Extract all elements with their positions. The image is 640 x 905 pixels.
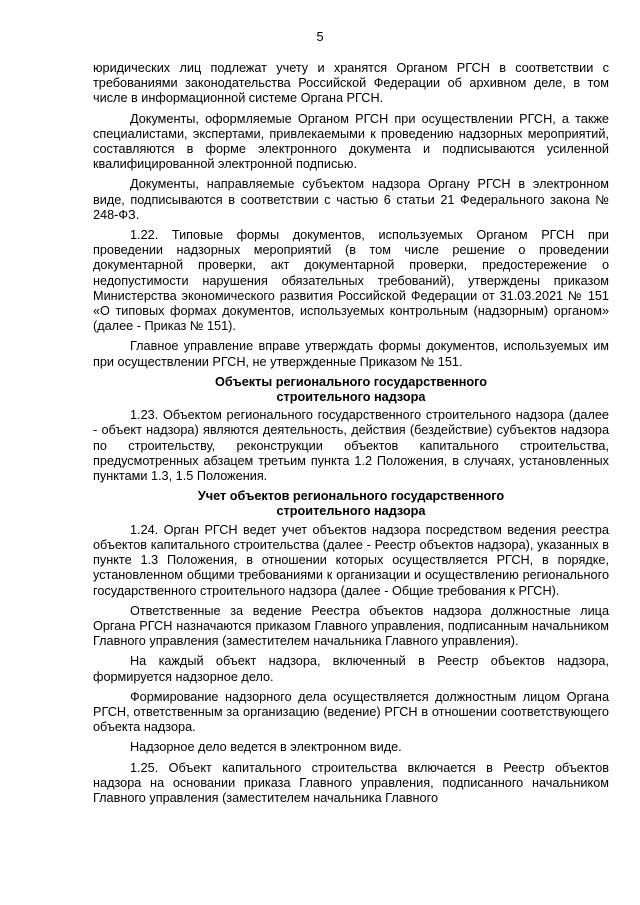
paragraph: Документы, направляемые субъектом надзора Органу РГСН в электронном виде, подписываются в соответствии с частью 6 статьи 21 Федерального закона № 248-ФЗ. [93,177,609,222]
paragraph: Формирование надзорного дела осуществляется должностным лицом Органа РГСН, ответственным за организацию (ведение) РГСН в отношении соответствующего объекта надзора. [93,689,609,735]
paragraph: Надзорное дело ведется в электронном виде. [130,740,402,755]
section-heading [93,489,609,519]
section-heading-line: Учет объектов регионального государственного [197,489,505,504]
paragraph: На каждый объект надзора, включенный в Реестр объектов надзора, формируется надзорное дело. [93,654,609,684]
section-heading [93,375,609,405]
section-heading-line: строительного надзора [276,504,426,519]
paragraph: Документы, оформляемые Органом РГСН при осуществлении РГСН, а также специалистами, экспертами, привлекаемыми к проведению надзорных мероприятий, составляются в форме электронного документа и подписываются усиленной квалифицированной электронной подписью. [93,111,609,172]
section-heading-line: Объекты регионального государственного [214,374,488,389]
paragraph: 1.25. Объект капитального строительства включается в Реестр объектов надзора на основании приказа Главного управления, подписанного начальником Главного управления (заместителем начальника Главного [93,760,609,805]
paragraph: Главное управление вправе утверждать формы документов, используемых им при осуществлении РГСН, не утвержденные Приказом № 151. [93,339,609,369]
paragraph: Ответственные за ведение Реестра объектов надзора должностные лица Органа РГСН назначаются приказом Главного управления, подписанным начальником Главного управления (заместителем начальника Главного управления). [93,603,609,649]
section-heading-line: строительного надзора [276,390,426,405]
page-number: 5 [316,30,324,44]
page-body [93,61,609,811]
paragraph: 1.22. Типовые формы документов, используемых Органом РГСН при проведении надзорных мероприятий (в том числе решение о проведении документарной проверки, акт документарной проверки, предостережение о недопустимости нарушения обязательных требований), утверждены приказом Министерства экономического развития Российской Федерации от 31.03.2021 № 151 «О типовых формах документов, используемых контрольным (надзорным) органом» (далее - Приказ № 151). [93,228,609,334]
paragraph: юридических лиц подлежат учету и хранятся Органом РГСН в соответствии с требованиями законодательства Российской Федерации об архивном деле, в том числе в информационной системе Органа РГСН. [93,61,609,106]
paragraph: 1.24. Орган РГСН ведет учет объектов надзора посредством ведения реестра объектов капитального строительства (далее - Реестр объектов надзора), указанных в пункте 1.3 Положения, в отношении которых осуществляется РГСН, в порядке, установленном общими требованиями к организации и осуществлению регионального государственного строительного надзора (далее - Общие требования к РГСН). [93,522,609,598]
paragraph: 1.23. Объектом регионального государственного строительного надзора (далее - объект надзора) являются деятельность, действия (бездействие) субъектов надзора по строительству, реконструкции объектов капитального строительства, предусмотренных абзацем третьим пункта 1.2 Положения, в случаях, установленных пунктами 1.3, 1.5 Положения. [93,408,609,484]
